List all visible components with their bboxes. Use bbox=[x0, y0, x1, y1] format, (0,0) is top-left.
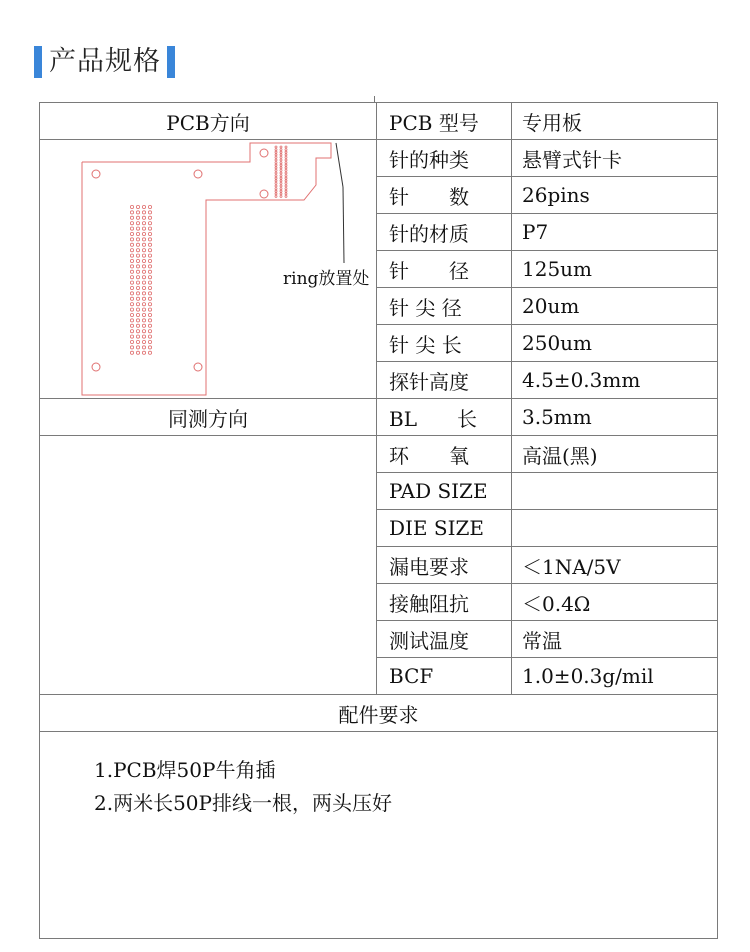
pad-dot bbox=[285, 154, 287, 156]
note-item: 1.PCB焊50P牛角插 bbox=[94, 758, 276, 782]
pad-dot bbox=[136, 259, 139, 262]
pad-dot bbox=[148, 276, 151, 279]
pad-dot bbox=[142, 265, 145, 268]
pad-dot bbox=[136, 211, 139, 214]
row-label: BCF bbox=[377, 658, 512, 695]
accessory-notes bbox=[40, 732, 718, 939]
row-label: 漏电要求 bbox=[377, 547, 512, 584]
pad-dot bbox=[136, 227, 139, 230]
pad-dot bbox=[280, 175, 282, 177]
pad-dot bbox=[142, 243, 145, 246]
pad-dot bbox=[136, 335, 139, 338]
pad-dot bbox=[142, 259, 145, 262]
pad-dot bbox=[130, 324, 133, 327]
pad-dot bbox=[130, 281, 133, 284]
pad-dot bbox=[142, 292, 145, 295]
pad-dot bbox=[142, 335, 145, 338]
pad-dot bbox=[142, 324, 145, 327]
pad-dot bbox=[280, 146, 282, 148]
note-item: 2.两米长50P排线一根，两头压好 bbox=[94, 791, 392, 815]
pad-dot bbox=[142, 254, 145, 257]
row-label: 测试温度 bbox=[377, 621, 512, 658]
header-accent-bar-right bbox=[167, 46, 175, 78]
pad-dot bbox=[130, 222, 133, 225]
pad-dot bbox=[130, 335, 133, 338]
pad-dot bbox=[280, 195, 282, 197]
pad-dot bbox=[148, 308, 151, 311]
row-label: 针的材质 bbox=[377, 214, 512, 251]
pad-dot bbox=[148, 335, 151, 338]
row-label: DIE SIZE bbox=[377, 510, 512, 547]
pad-dot bbox=[280, 156, 282, 158]
pad-dot bbox=[148, 259, 151, 262]
row-label: 环 氧 bbox=[377, 436, 512, 473]
pad-dot bbox=[136, 330, 139, 333]
side-direction-header: 同测方向 bbox=[40, 399, 377, 436]
pad-dot bbox=[130, 211, 133, 214]
pad-dot bbox=[275, 172, 277, 174]
pad-dot bbox=[136, 340, 139, 343]
row-label: PCB 型号 bbox=[377, 103, 512, 140]
pad-dot bbox=[142, 227, 145, 230]
row-value: P7 bbox=[512, 214, 718, 251]
table-row bbox=[40, 695, 718, 732]
pad-dot bbox=[142, 211, 145, 214]
pad-dot bbox=[285, 151, 287, 153]
pad-dot bbox=[148, 211, 151, 214]
pad-dot bbox=[275, 177, 277, 179]
pad-dot bbox=[142, 351, 145, 354]
pad-dot bbox=[285, 175, 287, 177]
pad-dot bbox=[285, 146, 287, 148]
row-value bbox=[512, 473, 718, 510]
pad-dot bbox=[275, 156, 277, 158]
pad-dot bbox=[285, 177, 287, 179]
pad-dot bbox=[280, 190, 282, 192]
pad-dot bbox=[280, 154, 282, 156]
pad-dot bbox=[136, 265, 139, 268]
pad-dot bbox=[280, 193, 282, 195]
pad-dot bbox=[285, 172, 287, 174]
pad-dot bbox=[148, 324, 151, 327]
pad-dot bbox=[136, 303, 139, 306]
pad-dot bbox=[280, 164, 282, 166]
pad-dot bbox=[142, 281, 145, 284]
pad-dot bbox=[275, 146, 277, 148]
pad-dot bbox=[136, 232, 139, 235]
pad-dot bbox=[275, 159, 277, 161]
pad-dot bbox=[142, 346, 145, 349]
pad-dot bbox=[142, 330, 145, 333]
pad-dot bbox=[130, 276, 133, 279]
pad-dot bbox=[130, 227, 133, 230]
pad-dot bbox=[130, 346, 133, 349]
pad-dot bbox=[130, 232, 133, 235]
pad-dot bbox=[285, 162, 287, 164]
pad-dot bbox=[130, 259, 133, 262]
table-row bbox=[40, 399, 718, 436]
row-value bbox=[512, 510, 718, 547]
accessory-header: 配件要求 bbox=[40, 695, 718, 732]
pad-dot bbox=[148, 303, 151, 306]
pad-dot bbox=[142, 232, 145, 235]
row-value: ＜0.4Ω bbox=[512, 584, 718, 621]
pad-dot bbox=[148, 270, 151, 273]
pad-dot bbox=[285, 167, 287, 169]
pad-dot bbox=[142, 249, 145, 252]
pad-dot bbox=[130, 265, 133, 268]
pad-dot bbox=[275, 188, 277, 190]
pad-dot bbox=[136, 346, 139, 349]
pad-dot bbox=[130, 340, 133, 343]
pad-dot bbox=[130, 238, 133, 241]
pad-dot bbox=[275, 154, 277, 156]
pad-dot bbox=[275, 151, 277, 153]
pad-dot bbox=[285, 159, 287, 161]
pad-dot bbox=[142, 205, 145, 208]
spec-table bbox=[39, 102, 718, 939]
pad-dot bbox=[130, 254, 133, 257]
pad-dot bbox=[136, 319, 139, 322]
pad-dot bbox=[136, 243, 139, 246]
pad-dot bbox=[148, 232, 151, 235]
pad-dot bbox=[136, 238, 139, 241]
pad-dot bbox=[280, 149, 282, 151]
row-label: 探针高度 bbox=[377, 362, 512, 399]
section-title: 产品规格 bbox=[49, 46, 161, 77]
pad-dot bbox=[148, 340, 151, 343]
pad-dot bbox=[285, 195, 287, 197]
pad-dot bbox=[275, 190, 277, 192]
pad-dot bbox=[148, 265, 151, 268]
pad-dot bbox=[148, 216, 151, 219]
pad-dot bbox=[275, 175, 277, 177]
pad-dot bbox=[136, 297, 139, 300]
pad-dot bbox=[148, 297, 151, 300]
pad-dot bbox=[280, 167, 282, 169]
pad-dot bbox=[148, 205, 151, 208]
ring-placement-label: ring放置处 bbox=[283, 269, 370, 289]
pad-dot bbox=[275, 185, 277, 187]
pad-dot bbox=[275, 162, 277, 164]
pad-dot bbox=[275, 180, 277, 182]
pad-dot bbox=[148, 254, 151, 257]
pad-dot bbox=[136, 292, 139, 295]
pad-dot bbox=[136, 276, 139, 279]
pad-dot bbox=[142, 308, 145, 311]
pad-dot bbox=[136, 313, 139, 316]
pad-dot bbox=[280, 159, 282, 161]
pad-dot bbox=[130, 249, 133, 252]
pad-dot bbox=[280, 151, 282, 153]
pad-dot bbox=[280, 169, 282, 171]
row-value: 3.5mm bbox=[512, 399, 718, 436]
pad-dot bbox=[130, 319, 133, 322]
pad-dot bbox=[285, 180, 287, 182]
row-value: 20um bbox=[512, 288, 718, 325]
row-value: 专用板 bbox=[512, 103, 718, 140]
pad-dot bbox=[285, 188, 287, 190]
pad-dot bbox=[285, 190, 287, 192]
pad-dot bbox=[148, 330, 151, 333]
pad-dot bbox=[148, 222, 151, 225]
row-value: 4.5±0.3mm bbox=[512, 362, 718, 399]
pad-dot bbox=[136, 351, 139, 354]
row-label: 接触阻抗 bbox=[377, 584, 512, 621]
pad-dot bbox=[130, 351, 133, 354]
pad-dot bbox=[130, 216, 133, 219]
pad-dot bbox=[285, 156, 287, 158]
pad-dot bbox=[148, 346, 151, 349]
pad-dot bbox=[142, 216, 145, 219]
pad-dot bbox=[285, 182, 287, 184]
row-value: 常温 bbox=[512, 621, 718, 658]
pad-dot bbox=[280, 180, 282, 182]
row-label: 针 尖 长 bbox=[377, 325, 512, 362]
row-label: PAD SIZE bbox=[377, 473, 512, 510]
pad-dot bbox=[275, 167, 277, 169]
table-row bbox=[40, 140, 718, 177]
row-label: 针 尖 径 bbox=[377, 288, 512, 325]
pad-dot bbox=[148, 351, 151, 354]
row-value: 悬臂式针卡 bbox=[512, 140, 718, 177]
header-accent-bar-left bbox=[34, 46, 42, 78]
row-value: 1.0±0.3g/mil bbox=[512, 658, 718, 695]
pad-dot bbox=[280, 177, 282, 179]
pad-dot bbox=[275, 182, 277, 184]
pad-dot bbox=[148, 286, 151, 289]
pad-dot bbox=[136, 308, 139, 311]
pad-dot bbox=[275, 193, 277, 195]
pad-dot bbox=[148, 238, 151, 241]
pad-dot bbox=[136, 205, 139, 208]
pad-dot bbox=[142, 303, 145, 306]
pad-dot bbox=[280, 182, 282, 184]
table-row bbox=[40, 103, 718, 140]
pcb-diagram-cell bbox=[40, 140, 377, 399]
pad-dot bbox=[136, 324, 139, 327]
row-value: ＜1NA/5V bbox=[512, 547, 718, 584]
pad-dot bbox=[130, 297, 133, 300]
pad-dot bbox=[130, 308, 133, 311]
pad-dot bbox=[136, 254, 139, 257]
row-label: 针 数 bbox=[377, 177, 512, 214]
row-value: 26pins bbox=[512, 177, 718, 214]
table-row bbox=[40, 436, 718, 473]
pad-dot bbox=[148, 292, 151, 295]
row-value: 250um bbox=[512, 325, 718, 362]
pad-dot bbox=[275, 149, 277, 151]
pad-dot bbox=[285, 164, 287, 166]
pad-dot bbox=[285, 193, 287, 195]
row-label: 针 径 bbox=[377, 251, 512, 288]
pad-dot bbox=[275, 169, 277, 171]
pad-dot bbox=[136, 281, 139, 284]
pad-dot bbox=[142, 238, 145, 241]
pad-dot bbox=[280, 162, 282, 164]
pad-dot bbox=[280, 172, 282, 174]
pad-dot bbox=[142, 222, 145, 225]
pad-dot bbox=[136, 270, 139, 273]
section-header bbox=[34, 46, 175, 78]
pad-dot bbox=[285, 169, 287, 171]
row-value: 高温(黑) bbox=[512, 436, 718, 473]
pad-dot bbox=[130, 303, 133, 306]
pad-dot bbox=[130, 243, 133, 246]
pad-dot bbox=[136, 249, 139, 252]
pad-dot bbox=[130, 313, 133, 316]
pad-dot bbox=[130, 270, 133, 273]
pad-dot bbox=[142, 276, 145, 279]
pad-dot bbox=[275, 164, 277, 166]
row-label: BL 长 bbox=[377, 399, 512, 436]
pad-dot bbox=[142, 340, 145, 343]
side-direction-image-cell bbox=[40, 436, 377, 695]
pad-dot bbox=[275, 195, 277, 197]
pad-dot bbox=[285, 149, 287, 151]
pad-dot bbox=[148, 319, 151, 322]
pad-dot bbox=[130, 286, 133, 289]
pad-dot bbox=[130, 292, 133, 295]
pad-dot bbox=[148, 227, 151, 230]
pad-dot bbox=[280, 188, 282, 190]
pad-dot bbox=[142, 286, 145, 289]
row-label: 针的种类 bbox=[377, 140, 512, 177]
table-row bbox=[40, 732, 718, 939]
pad-dot bbox=[136, 222, 139, 225]
pad-dot bbox=[280, 185, 282, 187]
pad-dot bbox=[136, 216, 139, 219]
pad-dot bbox=[148, 249, 151, 252]
pad-dot bbox=[148, 281, 151, 284]
pad-dot bbox=[130, 205, 133, 208]
pad-dot bbox=[142, 313, 145, 316]
pad-dot bbox=[136, 286, 139, 289]
pad-dot bbox=[285, 185, 287, 187]
pad-dot bbox=[142, 297, 145, 300]
pad-dot bbox=[148, 313, 151, 316]
pad-dot bbox=[130, 330, 133, 333]
pad-dot bbox=[142, 319, 145, 322]
pad-dot bbox=[142, 270, 145, 273]
pad-dot bbox=[148, 243, 151, 246]
row-value: 125um bbox=[512, 251, 718, 288]
pcb-direction-header: PCB方向 bbox=[40, 103, 377, 140]
